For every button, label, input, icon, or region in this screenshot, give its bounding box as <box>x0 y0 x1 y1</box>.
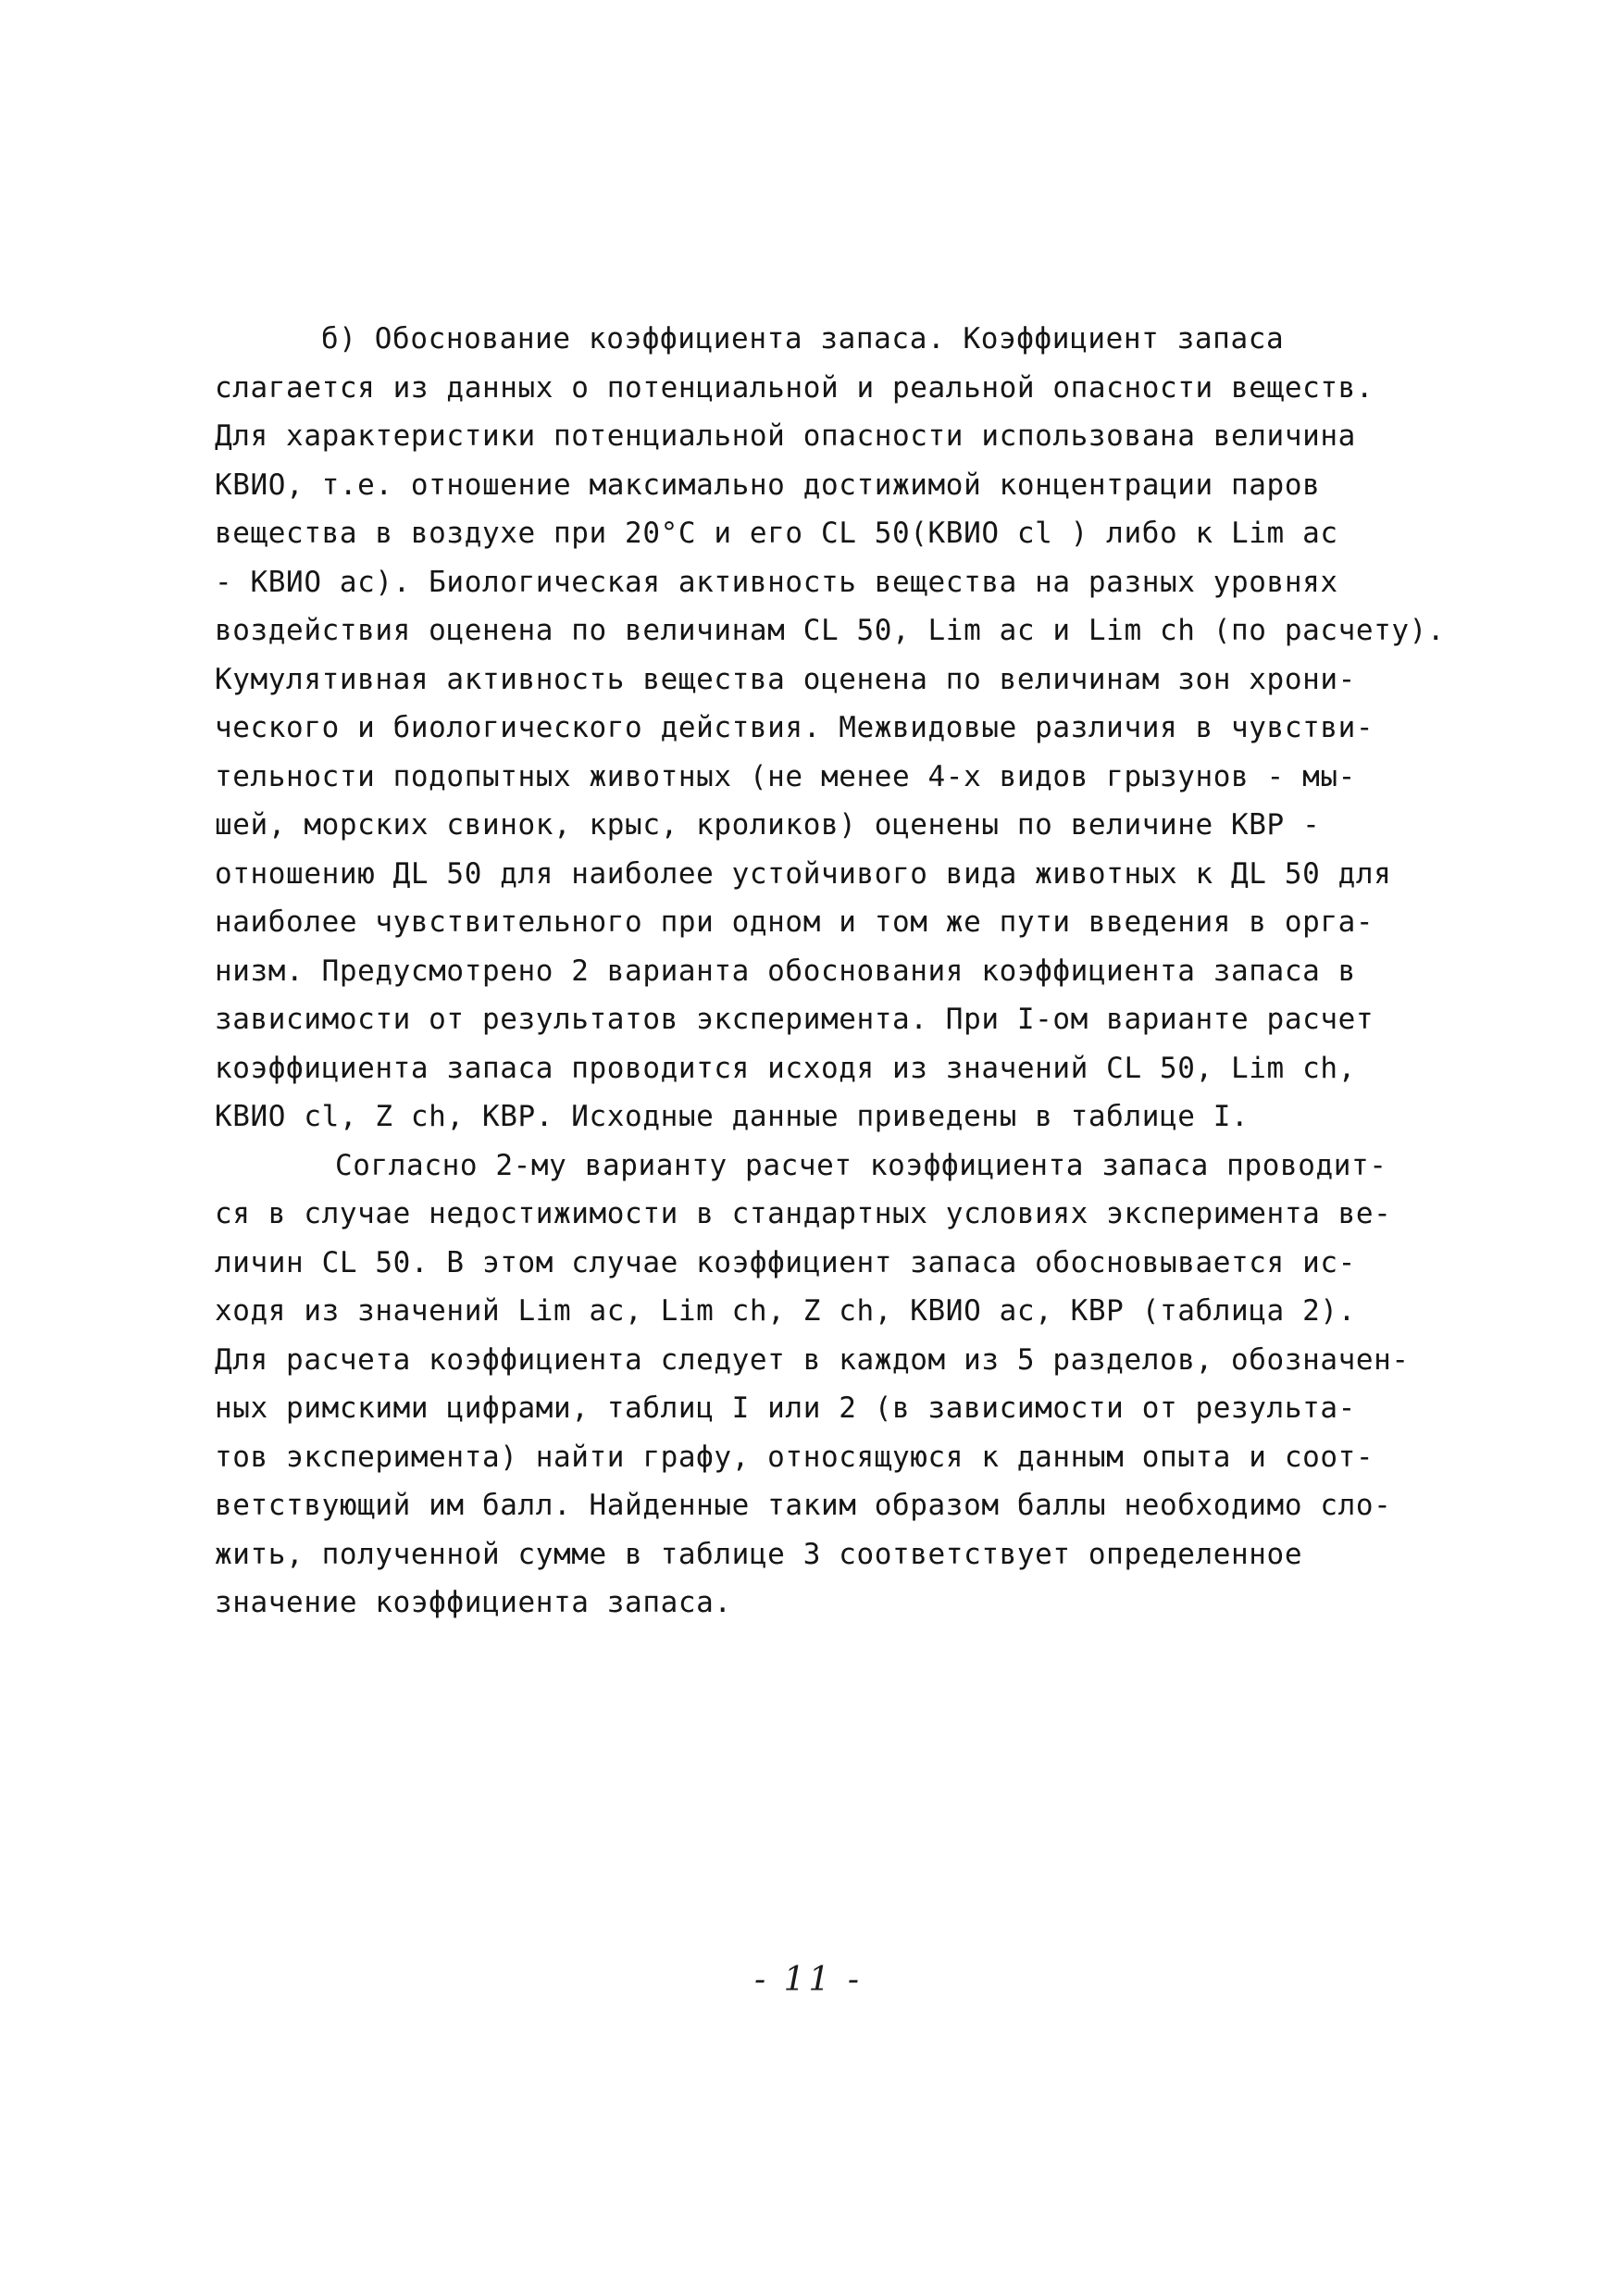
text-line: зависимости от результатов эксперимента. При I-ом варианте расчет <box>215 1003 1374 1036</box>
text-line: воздействия оценена по величинам CL 50, Lim ac и Lim ch (по расчету). <box>215 614 1446 647</box>
text-line: КВИО, т.е. отношение максимально достижимой концентрации паров <box>215 468 1321 502</box>
page-number: - 11 - <box>753 1961 864 1999</box>
text-line: ходя из значений Lim ac, Lim ch, Z ch, КВИО ac, КВР (таблица 2). <box>215 1294 1356 1328</box>
text-line: ческого и биологического действия. Межвидовые различия в чувстви- <box>215 711 1374 744</box>
text-line: ных римскими цифрами, таблиц I или 2 (в зависимости от результа- <box>215 1391 1356 1425</box>
text-line: личин CL 50. В этом случае коэффициент запаса обосновывается ис- <box>215 1245 1356 1279</box>
text-line: отношению ДL 50 для наиболее устойчивого вида животных к ДL 50 для <box>215 856 1392 891</box>
text-line: низм. Предусмотрено 2 варианта обоснования коэффициента запаса в <box>215 954 1356 988</box>
text-line: шей, морских свинок, крыс, кроликов) оценены по величине КВР - <box>215 808 1321 842</box>
text-line: жить, полученной сумме в таблице 3 соответствует определенное <box>215 1537 1303 1571</box>
body-text <box>215 315 1446 1628</box>
text-line: КВИО cl, Z ch, КВР. Исходные данные приведены в таблице I. <box>215 1100 1250 1133</box>
text-line: тов эксперимента) найти графу, относящуюся к данным опыта и соот- <box>215 1440 1374 1474</box>
text-line: - КВИО ac). Биологическая активность вещества на разных уровнях <box>215 565 1338 599</box>
text-line: ся в случае недостижимости в стандартных условиях эксперимента ве- <box>215 1197 1392 1230</box>
text-line: значение коэффициента запаса. <box>215 1586 732 1619</box>
text-line: Для характеристики потенциальной опасности использована величина <box>215 419 1356 453</box>
text-line: вещества в воздухе при 20°С и его CL 50(КВИО cl ) либо к Lim ac <box>215 517 1338 550</box>
text-line: коэффициента запаса проводится исходя из значений CL 50, Lim ch, <box>215 1051 1356 1085</box>
text-line: наиболее чувствительного при одном и том же пути введения в орга- <box>215 905 1374 939</box>
text-line: Для расчета коэффициента следует в каждом из 5 разделов, обозначен- <box>215 1342 1410 1377</box>
text-line: б) Обоснование коэффициента запаса. Коэффициент запаса <box>321 322 1285 356</box>
text-line: ветствующий им балл. Найденные таким образом баллы необходимо сло- <box>215 1489 1392 1522</box>
text-line: Согласно 2-му варианту расчет коэффициента запаса проводит- <box>335 1148 1387 1182</box>
text-line: слагается из данных о потенциальной и реальной опасности веществ. <box>215 370 1374 405</box>
text-line: тельности подопытных животных (не менее 4-х видов грызунов - мы- <box>215 759 1356 793</box>
text-line: Кумулятивная активность вещества оценена по величинам зон хрони- <box>215 662 1356 696</box>
